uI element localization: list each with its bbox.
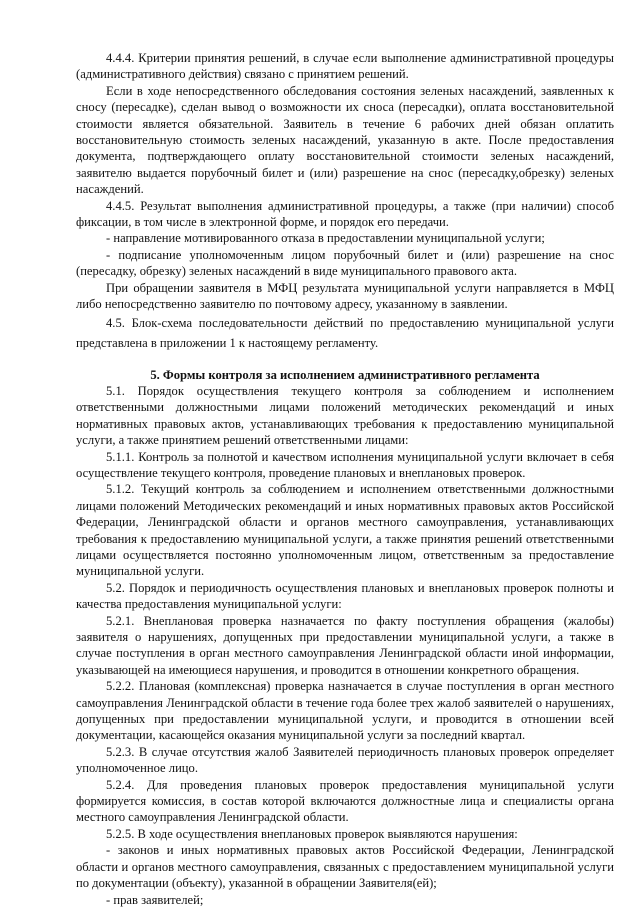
paragraph-5-2-2: 5.2.2. Плановая (комплексная) проверка назначается в случае поступления в орган местного самоуправления Ленинградской области в течение года более трех жалоб заявителей о нарушениях, допущенных при предоставлении муниципальной услуги, и проводится в отношении всей документации, касающейся оказания муниципальной услуги за последний квартал.	[76, 679, 614, 743]
paragraph-5-2-5: 5.2.5. В ходе осуществления внеплановых проверок выявляются нарушения:	[106, 826, 518, 841]
paragraph-5-2-4: 5.2.4. Для проведения плановых проверок предоставления муниципальной услуги формируется комиссия, в состав которой включаются должностные лица и специалисты органа местного самоуправления Ленинградской области.	[76, 777, 614, 825]
document-page	[76, 50, 614, 908]
paragraph-4-4-4: 4.4.4. Критерии принятия решений, в случае если выполнение административной процедуры (административного действия) связано с принятием решений.	[76, 51, 614, 82]
paragraph-5-1-1: 5.1.1. Контроль за полнотой и качеством исполнения муниципальной услуги включает в себя осуществление текущего контроля, проведение плановых и внеплановых проверок.	[76, 449, 614, 480]
section-5-heading: 5. Формы контроля за исполнением административного регламента	[150, 367, 540, 382]
paragraph-5-2-3: 5.2.3. В случае отсутствия жалоб Заявителей периодичность плановых проверок определяет уполномоченное лицо.	[76, 744, 614, 776]
list-item-laws: - законов и иных нормативных правовых актов Российской Федерации, Ленинградской области и органов местного самоуправления, связанных с предоставлением муниципальной услуги по документации (объекту), указанной в обращении Заявителя(ей);	[76, 843, 614, 891]
list-item-refusal: - направление мотивированного отказа в предоставлении муниципальной услуги;	[106, 231, 545, 246]
paragraph-mfc: При обращении заявителя в МФЦ результата муниципальной услуги направляется в МФЦ либо непосредственно заявителю по почтовому адресу, указанному в заявлении.	[76, 280, 614, 312]
list-item-rights: - прав заявителей;	[106, 892, 204, 907]
paragraph-5-2-1: 5.2.1. Внеплановая проверка назначается по факту поступления обращения (жалобы) заявителя о нарушениях, допущенных при предоставлении муниципальной услуги, а также в случае поступления в орган местного самоуправления Ленинградской области иной информации, указывающей на имеющиеся нарушения, и проводится в отношении конкретного обращения.	[76, 613, 614, 677]
paragraph-4-5: 4.5. Блок-схема последовательности действий по предоставлению муниципальной услуги представлена в приложении 1 к настоящему регламенту.	[76, 315, 614, 350]
list-item-signing: - подписание уполномоченным лицом порубочный билет и (или) разрешение на снос (пересадку, обрезку) зеленых насаждений в виде муниципального правового акта.	[76, 247, 614, 279]
paragraph-4-4-4-details: Если в ходе непосредственного обследования состояния зеленых насаждений, заявленных к сносу (пересадке), сделан вывод о возможности их сноса (пересадки), оплата восстановительной стоимости является обязательной. Заявитель в течение 6 рабочих дней обязан оплатить восстановительную стоимость зеленых насаждений, указанную в акте. После предоставления документа, подтверждающего оплату восстановительной стоимости зеленых насаждений, заявителю выдается порубочный билет и (или) разрешение на снос (пересадку,обрезку) зеленых насаждений.	[76, 83, 614, 197]
paragraph-5-2: 5.2. Порядок и периодичность осуществления плановых и внеплановых проверок полноты и качества предоставления муниципальной услуги:	[76, 580, 614, 612]
paragraph-4-4-5: 4.4.5. Результат выполнения административной процедуры, а также (при наличии) способ фиксации, в том числе в электронной форме, и порядок его передачи.	[76, 198, 614, 230]
paragraph-5-1-2: 5.1.2. Текущий контроль за соблюдением и исполнением ответственными должностными лицами положений Методических рекомендаций и иных нормативных правовых актов Российской Федерации, Ленинградской области и органов местного самоуправления, устанавливающих требования к предоставлению муниципальной услуги, а также принятия решений ответственными лицами осуществляется постоянно уполномоченным лицом, ответственным за предоставление муниципальной услуги.	[76, 482, 614, 579]
paragraph-5-1: 5.1. Порядок осуществления текущего контроля за соблюдением и исполнением ответственными должностными лицами положений методических рекомендаций и иных нормативных правовых актов, устанавливающих требования к предоставлению муниципальной услуги, а также принятием решений ответственными лицами:	[76, 383, 614, 448]
